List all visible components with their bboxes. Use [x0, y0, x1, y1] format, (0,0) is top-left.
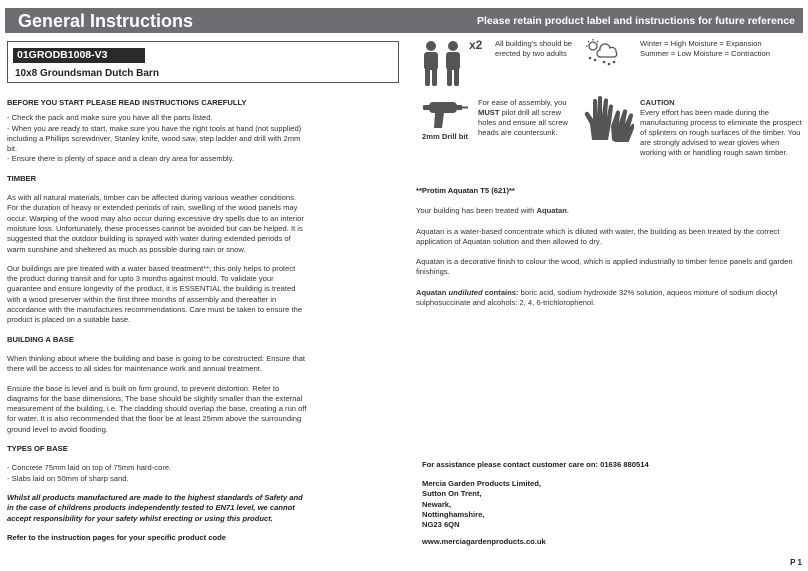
website-link[interactable]: www.merciagardenproducts.co.uk	[422, 537, 546, 546]
treatment-p1-pre: Your building has been treated with	[416, 206, 535, 216]
caution-heading: CAUTION	[640, 98, 675, 107]
page-number: P 1	[790, 558, 802, 567]
weather-text	[640, 39, 805, 59]
before-line: - Check the pack and make sure you have all the parts listed.	[7, 113, 213, 123]
address-line: Sutton On Trent,	[422, 489, 482, 499]
weather-line-1: Winter = High Moisture = Expansion	[640, 39, 762, 48]
refer-note: Refer to the instruction pages for your specific product code	[7, 532, 226, 542]
treatment-block	[416, 186, 804, 318]
treatment-p1-post: .	[566, 206, 569, 216]
before-heading: BEFORE YOU START PLEASE READ INSTRUCTIONS CAREFULLY	[7, 98, 247, 107]
drill-text-post: pilot drill all screw holes and ensure all screw heads are countersunk.	[478, 108, 568, 137]
timber-paragraph-2: Our buildings are pre treated with a water based treatment**; this only helps to protect the product during transit and for upto 3 months against mould. To validate your guarantee and ensure longevity of the product, it is ESSENTIAL the building is treated with a wood preserver within the first three months of assembly and thereafter in accordance with the manufactures recommendations. Care must be taken to ensure the product is placed on a suitable base.	[7, 263, 303, 325]
drill-text-must: MUST	[478, 108, 500, 117]
adults-text: All building's should be erected by two adults	[495, 39, 573, 58]
treatment-paragraph-2: Aquatan is a water-based concentrate which is diluted with water, the building as been treated by the correct application of Aquatan solution and then allowed to dry.	[416, 226, 780, 246]
page-title: General Instructions	[18, 11, 194, 31]
address-line: NG23 6QN	[422, 520, 460, 530]
adults-badge: x2	[469, 38, 483, 52]
types-line: - Slabs laid on 50mm of sharp sand.	[7, 473, 129, 483]
product-box	[7, 41, 399, 83]
product-name: 10x8 Groundsman Dutch Barn	[15, 68, 159, 79]
left-column	[7, 98, 307, 552]
before-line: - When you are ready to start, make sure you have the right tools at hand (not supplied) including a Phillips screwdriver, Stanley knife, wood saw, step ladder and drill with 2mm bit.	[7, 123, 302, 154]
header-banner	[5, 8, 803, 33]
treatment-p4-italic: undiluted	[448, 287, 483, 297]
timber-paragraph-1: As with all natural materials, timber can be affected during various weather conditions. For the duration of heavy or extended periods of rain, swelling of the wood panels may occur. Warping of the wood may also occur during excessive dry spells due to an interior moisture loss. Unfortunately, these processes cannot be avoided but can be helped. It is suggested that the outdoor building is sprayed with water during extended periods of warm sunshine and sheltered as much as possible during rain or snow.	[7, 193, 304, 254]
drill-label: 2mm Drill bit	[422, 132, 468, 141]
caution-text: Every effort has been made during the manufacturing process to eliminate the prospect of splinters on rough surfaces of the timber. You are strongly advised to wear gloves when working with or handling rough sawn timber.	[640, 108, 802, 157]
treatment-title: **Protim Aquatan T5 (621)**	[416, 186, 515, 195]
types-heading: TYPES OF BASE	[7, 444, 68, 454]
treatment-p4-rest: boric acid, sodium hydroxide 32% solution, aqueos mixture of sodium dioctyl sulphosuccinate and alcohols: 2, 4, 6-trichlorophenol.	[416, 287, 778, 308]
address-line: Nottinghamshire,	[422, 509, 485, 519]
weather-icon	[584, 38, 620, 68]
base-heading: BUILDING A BASE	[7, 334, 74, 344]
base-paragraph-1: When thinking about where the building and base is going to be constructed: Ensure that there will be access to all sides for maintenance work and annual treatment.	[7, 353, 306, 374]
treatment-paragraph-3: Aquatan is a decorative finish to colour the wood, which is applied industrially to timber fence panels and garden finishings.	[416, 257, 793, 277]
treatment-p1-bold: Aquatan	[536, 206, 567, 216]
types-line: - Concrete 75mm laid on top of 75mm hard-core.	[7, 463, 172, 473]
timber-heading: TIMBER	[7, 173, 37, 183]
drill-text-pre: For ease of assembly, you	[478, 98, 567, 107]
assistance-line: For assistance please contact customer care on: 01636 880514	[422, 460, 649, 469]
company-address	[422, 479, 541, 530]
base-paragraph-2: Ensure the base is level and is built on firm ground, to prevent distortion. Refer to diagrams for the base dimensions, The base should be slightly smaller than the external measurement of the building, i.e. The cladding should overlap the base, creating a run off for water. It is also recommended that the floor be at least 25mm above the surrounding ground level to avoid flooding.	[7, 383, 307, 434]
treatment-p4-bold2: contains:	[484, 287, 519, 297]
before-line: - Ensure there is plenty of space and a clean dry area for assembly.	[7, 154, 234, 164]
address-line: Newark,	[422, 499, 452, 509]
disclaimer: Whilst all products manufactured are made to the highest standards of Safety and in the case of childrens products independently tested to EN71 level, we cannot accept responsibility for your safety whilst erecting or using this product.	[7, 492, 303, 523]
caution-block	[640, 98, 805, 158]
weather-line-2: Summer = Low Moisture = Contraction	[640, 49, 770, 58]
two-adults-icon	[418, 38, 468, 88]
address-line: Mercia Garden Products Limited,	[422, 479, 541, 488]
treatment-p4-bold1: Aquatan	[416, 287, 447, 297]
drill-text	[478, 98, 576, 138]
product-code: 01GRODB1008-V3	[13, 48, 145, 63]
gloves-icon	[584, 96, 634, 142]
drill-icon	[419, 98, 469, 130]
retain-note: Please retain product label and instructions for future reference	[477, 15, 795, 27]
